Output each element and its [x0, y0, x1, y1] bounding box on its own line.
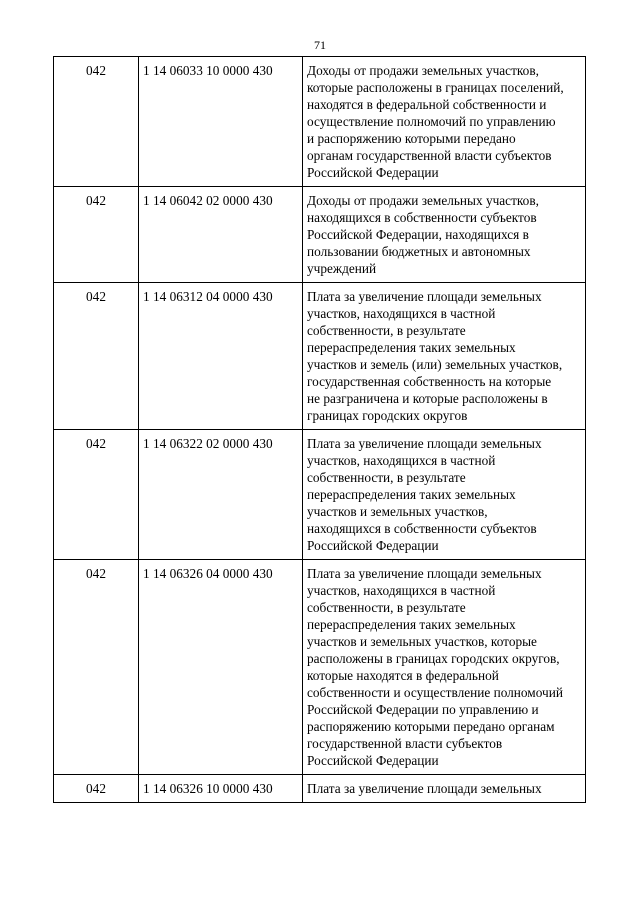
description-line: границах городских округов	[307, 408, 468, 423]
table-body	[54, 57, 586, 803]
admin-code-cell: 042	[54, 187, 139, 283]
description-line: перераспределения таких земельных	[307, 487, 516, 502]
description-line: находящихся в собственности субъектов	[307, 521, 537, 536]
description-line: Российской Федерации по управлению и	[307, 702, 539, 717]
description-line: Российской Федерации	[307, 165, 439, 180]
description-line: участков и земельных участков, которые	[307, 634, 537, 649]
description-line: собственности и осуществление полномочий	[307, 685, 563, 700]
table-row	[54, 57, 586, 187]
description-line: Плата за увеличение площади земельных	[307, 566, 542, 581]
budget-code-cell: 1 14 06033 10 0000 430	[139, 57, 303, 187]
description-line: государственной власти субъектов	[307, 736, 503, 751]
description-line: не разграничена и которые расположены в	[307, 391, 548, 406]
description-line: расположены в границах городских округов,	[307, 651, 560, 666]
description-line: Доходы от продажи земельных участков,	[307, 63, 539, 78]
description-line: собственности, в результате	[307, 600, 466, 615]
description-cell	[303, 560, 586, 775]
description-line: Российской Федерации, находящихся в	[307, 227, 529, 242]
description-line: Российской Федерации	[307, 753, 439, 768]
description-line: участков и земельных участков,	[307, 504, 488, 519]
description-line: которые находятся в федеральной	[307, 668, 499, 683]
description-line: находящихся в собственности субъектов	[307, 210, 537, 225]
budget-code-cell: 1 14 06322 02 0000 430	[139, 430, 303, 560]
description-line: Российской Федерации	[307, 538, 439, 553]
description-line: перераспределения таких земельных	[307, 340, 516, 355]
budget-code-cell: 1 14 06312 04 0000 430	[139, 283, 303, 430]
description-line: органам государственной власти субъектов	[307, 148, 552, 163]
description-cell	[303, 283, 586, 430]
admin-code-cell: 042	[54, 57, 139, 187]
description-line: находятся в федеральной собственности и	[307, 97, 547, 112]
table-row	[54, 187, 586, 283]
budget-code-cell: 1 14 06042 02 0000 430	[139, 187, 303, 283]
description-line: которые расположены в границах поселений,	[307, 80, 564, 95]
table-row	[54, 775, 586, 803]
admin-code-cell: 042	[54, 283, 139, 430]
description-line: распоряжению которыми передано органам	[307, 719, 555, 734]
page-number: 71	[314, 38, 326, 52]
table-row	[54, 430, 586, 560]
description-line: учреждений	[307, 261, 377, 276]
description-line: государственная собственность на которые	[307, 374, 552, 389]
description-line: пользовании бюджетных и автономных	[307, 244, 531, 259]
description-line: осуществление полномочий по управлению	[307, 114, 556, 129]
description-line: Плата за увеличение площади земельных	[307, 436, 542, 451]
admin-code-cell: 042	[54, 775, 139, 803]
description-cell	[303, 430, 586, 560]
description-line: собственности, в результате	[307, 323, 466, 338]
revenue-codes-table	[53, 56, 586, 803]
description-line: Доходы от продажи земельных участков,	[307, 193, 539, 208]
description-line: собственности, в результате	[307, 470, 466, 485]
budget-code-cell: 1 14 06326 10 0000 430	[139, 775, 303, 803]
admin-code-cell: 042	[54, 560, 139, 775]
admin-code-cell: 042	[54, 430, 139, 560]
description-cell	[303, 57, 586, 187]
table-row	[54, 283, 586, 430]
description-line: Плата за увеличение площади земельных	[307, 289, 542, 304]
description-line: участков, находящихся в частной	[307, 453, 496, 468]
budget-code-cell: 1 14 06326 04 0000 430	[139, 560, 303, 775]
description-line: участков, находящихся в частной	[307, 306, 496, 321]
description-cell	[303, 775, 586, 803]
description-line: и распоряжению которыми передано	[307, 131, 516, 146]
description-cell	[303, 187, 586, 283]
table-row	[54, 560, 586, 775]
description-line: перераспределения таких земельных	[307, 617, 516, 632]
description-line: участков и земель (или) земельных участков,	[307, 357, 563, 372]
description-line: участков, находящихся в частной	[307, 583, 496, 598]
description-line: Плата за увеличение площади земельных	[307, 781, 542, 796]
